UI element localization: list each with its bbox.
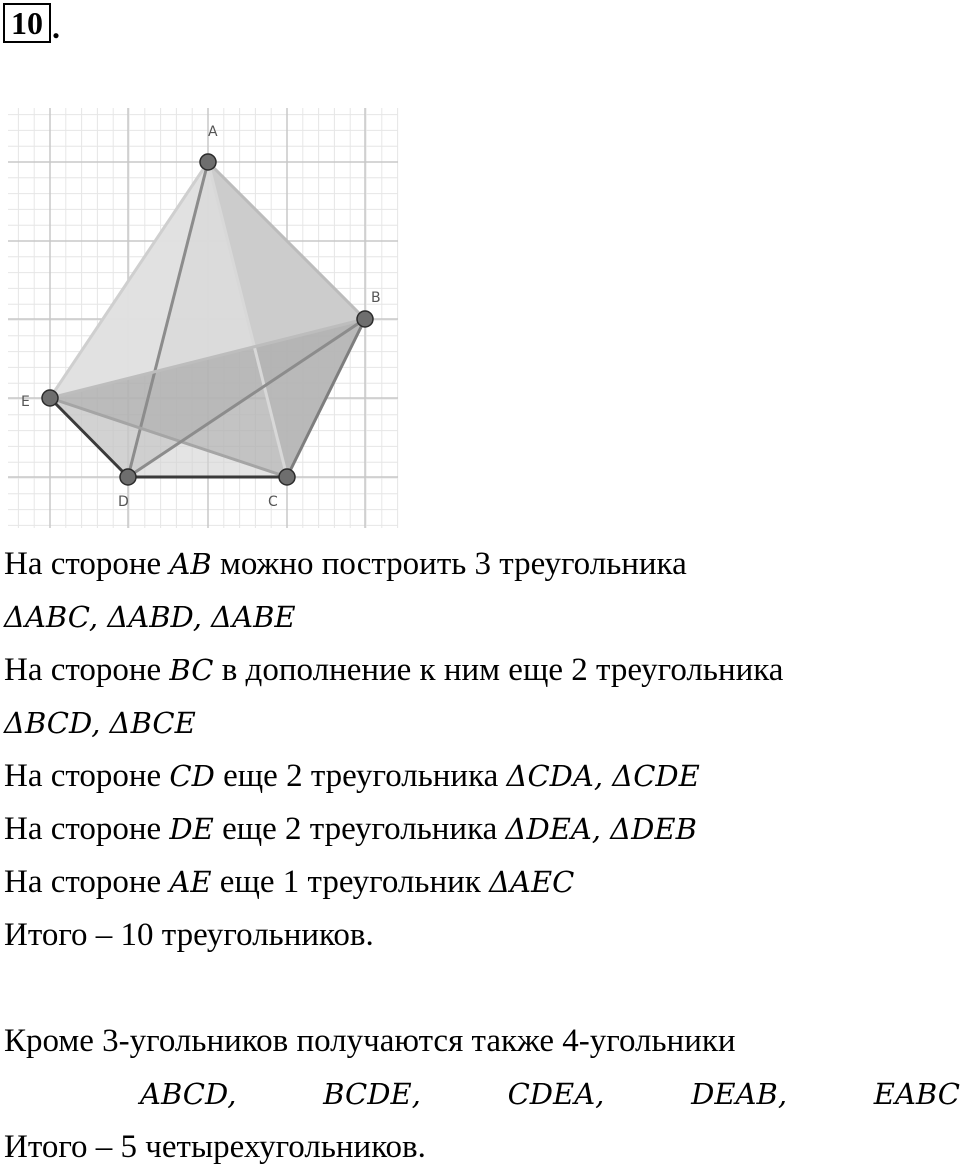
label-d: D	[118, 494, 129, 510]
vertex-b	[357, 311, 373, 327]
math-segment: BC	[169, 653, 214, 687]
text-fragment: На стороне	[4, 811, 170, 847]
line-total-triangles	[4, 909, 960, 962]
solution-text	[4, 538, 960, 1174]
math-triangles: ΔCDA, ΔCDE	[506, 759, 700, 793]
math-segment: CD	[169, 759, 215, 793]
quad-deab: DEAB,	[691, 1077, 788, 1111]
line-quadrilaterals-intro	[4, 1015, 960, 1068]
text-fragment: На стороне	[4, 758, 170, 794]
math-triangles: ΔAEC	[489, 865, 575, 899]
problem-number-dot: .	[52, 9, 60, 45]
line-side-bc	[4, 644, 960, 697]
line-quadrilaterals-list	[4, 1068, 960, 1121]
text-fragment: еще 1 треугольник	[211, 864, 490, 900]
quad-cdea: CDEA,	[507, 1077, 605, 1111]
quad-bcde: BCDE,	[323, 1077, 421, 1111]
total-quadrilaterals: Итого – 5 четырехугольников.	[4, 1129, 426, 1165]
text-fragment: в дополнение к ним еще 2 треугольника	[213, 652, 784, 688]
geometry-figure	[0, 100, 400, 530]
text-fragment: На стороне	[4, 546, 170, 582]
label-a: A	[208, 124, 218, 140]
vertex-a	[200, 154, 216, 170]
label-e: E	[21, 394, 30, 410]
line-triangles-ab	[4, 591, 960, 644]
text-fragment: еще 2 треугольника	[213, 811, 506, 847]
text-fragment: На стороне	[4, 864, 170, 900]
text-fragment: На стороне	[4, 652, 170, 688]
line-side-ae	[4, 856, 960, 909]
label-c: C	[268, 494, 278, 510]
blank-line	[4, 962, 960, 1015]
problem-number-box: 10	[3, 3, 51, 43]
line-side-de	[4, 803, 960, 856]
quad-eabc: EABC	[873, 1077, 960, 1111]
vertex-e	[42, 390, 58, 406]
line-total-quadrilaterals	[4, 1121, 960, 1174]
math-triangles: ΔBCD, ΔBCE	[4, 706, 196, 740]
quad-abcd: ABCD,	[140, 1077, 237, 1111]
text-fragment: можно построить 3 треугольника	[211, 546, 687, 582]
quadrilaterals-intro: Кроме 3-угольников получаются также 4-угольники	[4, 1023, 736, 1059]
math-segment: DE	[169, 812, 214, 846]
total-triangles: Итого – 10 треугольников.	[4, 917, 374, 953]
vertex-d	[120, 469, 136, 485]
vertex-c	[279, 469, 295, 485]
line-triangles-bc	[4, 697, 960, 750]
problem-number	[3, 3, 60, 43]
math-triangles: ΔABC, ΔABD, ΔABE	[4, 600, 296, 634]
label-b: B	[371, 290, 381, 306]
math-segment: AB	[169, 547, 212, 581]
math-segment: AE	[169, 865, 212, 899]
math-triangles: ΔDEA, ΔDEB	[505, 812, 697, 846]
text-fragment: еще 2 треугольника	[214, 758, 507, 794]
line-side-cd	[4, 750, 960, 803]
pentagon-diagram	[0, 100, 400, 530]
line-side-ab	[4, 538, 960, 591]
